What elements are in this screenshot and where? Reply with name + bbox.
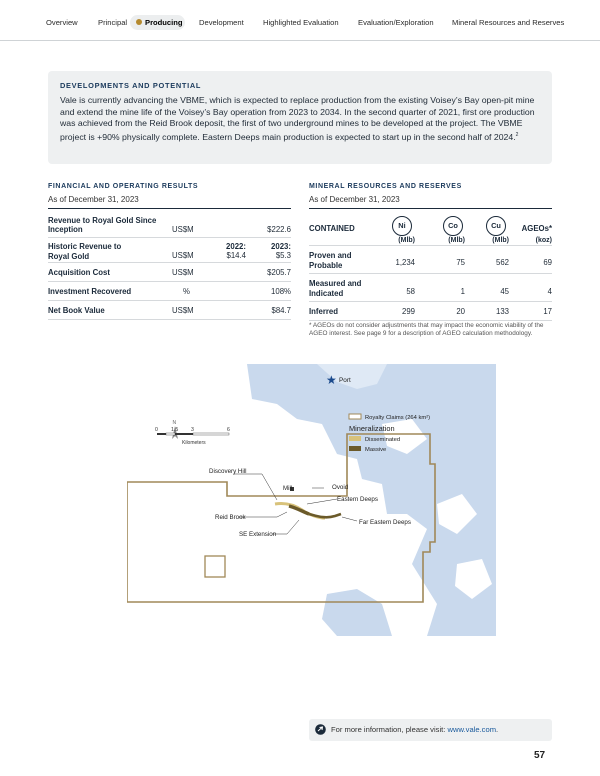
mineral-table	[309, 213, 552, 321]
scale-tick: 1.5	[171, 427, 179, 433]
port-label: Port	[339, 377, 351, 384]
table-row	[48, 238, 291, 263]
row-label: Acquisition Cost	[48, 268, 110, 277]
nav-principal[interactable]: Principal	[98, 18, 128, 27]
nav-overview[interactable]: Overview	[46, 18, 78, 27]
financial-header-rule	[48, 208, 291, 209]
row-unit: US$M	[172, 225, 194, 234]
table-row	[48, 213, 291, 238]
row-label: Historic Revenue to Royal Gold	[48, 242, 122, 261]
row-label: Net Book Value	[48, 306, 105, 315]
table-row	[309, 246, 552, 274]
cell-co: 20	[456, 307, 465, 316]
contained-label: CONTAINED	[309, 224, 355, 233]
cell-cu: 562	[495, 258, 509, 267]
row-value-2023: $5.3	[275, 251, 291, 260]
more-info-text	[331, 725, 498, 734]
unit-ageos: (koz)	[535, 237, 552, 244]
label-se-extension: SE Extension	[239, 531, 277, 538]
ageo-footnote: * AGEOs do not consider adjustments that may impact the economic viability of the AGEO interest. See page 9 for a description of AGEO calculation methodology.	[309, 322, 544, 338]
cell-cu: 45	[500, 287, 509, 296]
nav-mineral-resources[interactable]: Mineral Resources and Reserves	[452, 18, 565, 27]
nav-development[interactable]: Development	[199, 18, 244, 27]
cell-co: 75	[456, 258, 465, 267]
table-header-row	[309, 213, 552, 246]
more-info-prefix: For more information, please visit:	[331, 725, 446, 734]
label-ovoid: Ovoid	[332, 484, 349, 491]
royalty-map	[127, 364, 496, 636]
cell-ageos: 69	[543, 258, 552, 267]
table-row	[48, 282, 291, 301]
page-number: 57	[534, 750, 546, 761]
scale-unit: Kilometers	[182, 440, 206, 446]
label-discovery-hill: Discovery Hill	[209, 468, 247, 475]
cell-ageos: 17	[543, 307, 552, 316]
cell-co: 1	[460, 287, 465, 296]
scale-tick: 3	[191, 427, 194, 433]
more-info-bar	[309, 719, 552, 741]
table-row	[48, 301, 291, 320]
row-value: $222.6	[267, 225, 291, 234]
row-unit: US$M	[172, 268, 194, 277]
legend-disseminated: Disseminated	[365, 437, 401, 443]
footnote-marker: 2	[515, 131, 519, 138]
cell-ageos: 4	[547, 287, 552, 296]
label-far-eastern-deeps: Far Eastern Deeps	[359, 519, 411, 526]
active-dot-icon	[136, 19, 142, 25]
year-2023-header: 2023:	[271, 242, 291, 251]
row-unit: US$M	[172, 306, 194, 315]
row-label: Inferred	[309, 307, 339, 316]
legend-title: Mineralization	[349, 424, 395, 433]
table-row	[309, 274, 552, 302]
unit-co: (Mlb)	[448, 237, 465, 244]
more-info-suffix: .	[496, 725, 499, 734]
nav-highlighted-evaluation[interactable]: Highlighted Evaluation	[263, 18, 339, 27]
label-reid-brook: Reid Brook	[215, 514, 246, 521]
top-navigation	[0, 14, 600, 32]
label-mill: Mill	[283, 485, 293, 492]
port-star-icon: ★	[326, 373, 337, 387]
row-value-2022: $14.4	[226, 251, 246, 260]
table-row	[48, 263, 291, 282]
row-label: Revenue to Royal Gold Since Inception	[48, 216, 157, 234]
nav-evaluation-exploration[interactable]: Evaluation/Exploration	[358, 18, 434, 27]
copper-icon: Cu	[486, 216, 506, 236]
row-label: Measured and Indicated	[309, 279, 362, 298]
label-eastern-deeps: Eastern Deeps	[337, 496, 378, 503]
nav-producing[interactable]	[136, 18, 183, 27]
financial-title: FINANCIAL AND OPERATING RESULTS	[48, 183, 199, 190]
year-2022-header: 2022:	[226, 242, 246, 251]
developments-body	[60, 95, 542, 143]
nav-producing-label: Producing	[145, 18, 183, 27]
row-label: Investment Recovered	[48, 287, 132, 296]
nav-divider	[0, 40, 600, 41]
nickel-icon: Ni	[392, 216, 412, 236]
cobalt-icon: Co	[443, 216, 463, 236]
row-value: $84.7	[271, 306, 291, 315]
vale-link[interactable]: www.vale.com	[447, 725, 497, 734]
row-value: 108%	[271, 287, 291, 296]
unit-cu: (Mlb)	[492, 237, 509, 244]
mineral-header-rule	[309, 208, 552, 209]
ageos-header: AGEOs*	[521, 224, 552, 233]
row-unit: US$M	[172, 251, 194, 260]
north-label: N	[172, 420, 177, 426]
row-value: $205.7	[267, 268, 291, 277]
developments-text: Vale is currently advancing the VBME, which is expected to replace production from the existing Voisey’s Bay open-pit mine and extend the mine life of the Voisey’s Bay operation from 2023 to 2034. In the second quarter of 2021, first ore production was achieved from the Reid Brook deposit, the first of two underground mines to be developed at the project. The VBME project is +90% physically complete. Eastern Deeps main production is expected to start up in the second half of 2024.	[60, 95, 535, 142]
legend-massive: Massive	[365, 447, 387, 453]
scale-tick: 0	[155, 427, 158, 433]
mineral-title: MINERAL RESOURCES AND RESERVES	[309, 183, 462, 190]
cell-ni: 1,234	[395, 258, 415, 267]
developments-title: DEVELOPMENTS AND POTENTIAL	[60, 81, 202, 90]
cell-ni: 299	[401, 307, 415, 316]
row-label: Proven and Probable	[309, 251, 352, 270]
link-icon	[315, 724, 326, 735]
developments-panel	[48, 71, 552, 164]
unit-ni: (Mlb)	[398, 237, 415, 244]
row-unit: %	[183, 287, 190, 296]
table-row	[309, 302, 552, 321]
cell-ni: 58	[406, 287, 415, 296]
legend-royalty: Royalty Claims (264 km²)	[365, 415, 431, 421]
scale-tick: 6	[227, 427, 230, 433]
financial-table	[48, 213, 291, 320]
mineral-asof: As of December 31, 2023	[309, 195, 400, 204]
cell-cu: 133	[495, 307, 509, 316]
financial-asof: As of December 31, 2023	[48, 195, 139, 204]
